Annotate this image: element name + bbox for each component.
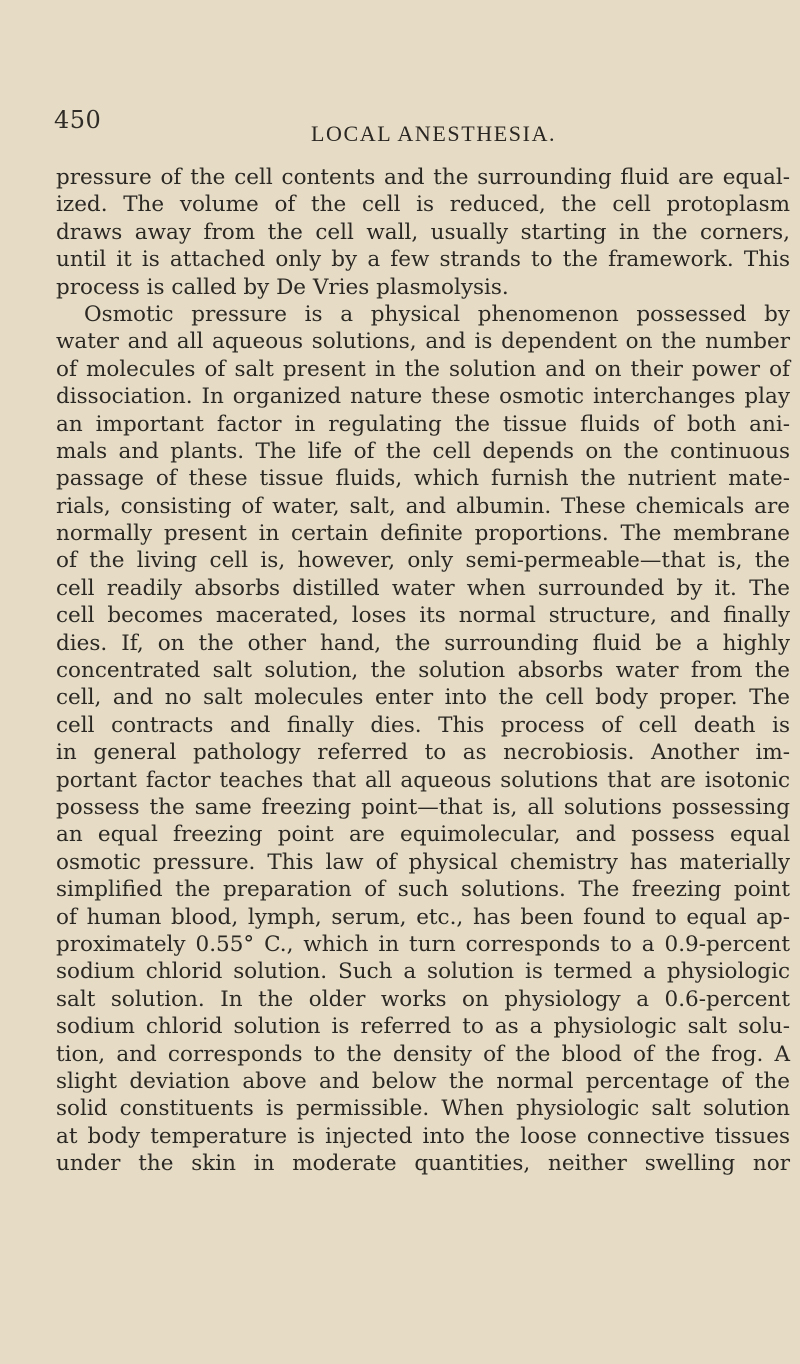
text-line: of human blood, lymph, serum, etc., has been found to equal ap-: [56, 904, 790, 930]
text-line: dissociation. In organized nature these osmotic interchanges play: [56, 384, 790, 410]
body-text: [56, 164, 790, 1177]
text-line: sodium chlorid solution is referred to as a physiologic salt solu-: [56, 1014, 790, 1040]
text-line: an important factor in regulating the tissue fluids of both ani-: [56, 411, 790, 437]
text-line: portant factor teaches that all aqueous solutions that are isotonic: [56, 767, 790, 793]
text-line: cell, and no salt molecules enter into the cell body proper. The: [56, 685, 790, 711]
text-line: solid constituents is permissible. When physiologic salt solution: [56, 1096, 790, 1122]
text-line: tion, and corresponds to the density of the blood of the frog. A: [56, 1041, 790, 1067]
page-header: [54, 106, 754, 146]
text-line: pressure of the cell contents and the surrounding fluid are equal-: [56, 165, 790, 190]
paragraph-start-line: Osmotic pressure is a physical phenomenon possessed by: [84, 301, 790, 327]
text-line: osmotic pressure. This law of physical chemistry has materially: [56, 849, 790, 875]
text-line: dies. If, on the other hand, the surrounding fluid be a highly: [56, 630, 790, 656]
running-head: LOCAL ANESTHESIA.: [311, 121, 557, 146]
text-line: until it is attached only by a few strands to the framework. This: [56, 247, 790, 273]
text-line: possess the same freezing point—that is, all solutions possessing: [56, 794, 790, 820]
text-line: sodium chlorid solution. Such a solution is termed a physiologic: [56, 959, 790, 985]
text-line: under the skin in moderate quantities, neither swelling nor: [56, 1151, 790, 1177]
text-line: cell becomes macerated, loses its normal structure, and finally: [56, 603, 790, 629]
text-line: cell contracts and finally dies. This process of cell death is: [56, 712, 790, 738]
text-line: process is called by De Vries plasmolysis.: [56, 274, 509, 300]
text-line: passage of these tissue fluids, which furnish the nutrient mate-: [56, 466, 790, 492]
text-line: proximately 0.55° C., which in turn corresponds to a 0.9-percent: [56, 931, 790, 957]
text-line: draws away from the cell wall, usually starting in the corners,: [56, 219, 790, 245]
text-line: an equal freezing point are equimolecular, and possess equal: [56, 822, 790, 848]
page-number: 450: [54, 106, 102, 134]
text-line: cell readily absorbs distilled water when surrounded by it. The: [56, 575, 790, 601]
text-line: slight deviation above and below the normal percentage of the: [56, 1068, 790, 1094]
text-line: normally present in certain definite proportions. The membrane: [56, 521, 790, 547]
text-line: ized. The volume of the cell is reduced, the cell protoplasm: [56, 192, 790, 218]
text-line: mals and plants. The life of the cell depends on the continuous: [56, 438, 790, 464]
text-line: concentrated salt solution, the solution absorbs water from the: [56, 658, 790, 684]
text-line: of molecules of salt present in the solution and on their power of: [56, 356, 790, 382]
text-line: of the living cell is, however, only semi-permeable—that is, the: [56, 548, 790, 574]
text-line: simplified the preparation of such solutions. The freezing point: [56, 877, 790, 903]
text-line: water and all aqueous solutions, and is dependent on the number: [56, 329, 790, 355]
text-line: salt solution. In the older works on physiology a 0.6-percent: [56, 986, 790, 1012]
text-line: in general pathology referred to as necrobiosis. Another im-: [56, 740, 790, 766]
text-line: at body temperature is injected into the loose connective tissues: [56, 1123, 790, 1149]
text-line: rials, consisting of water, salt, and albumin. These chemicals are: [56, 493, 790, 519]
